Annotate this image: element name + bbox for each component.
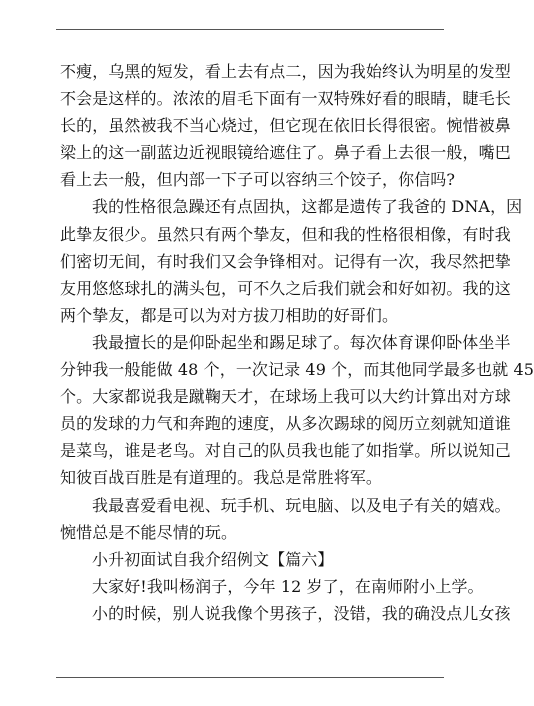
text-line: 我的性格很急躁还有点固执，这都是遗传了我爸的 DNA，因 bbox=[92, 197, 523, 217]
top-rule bbox=[56, 29, 444, 30]
text-line: 们密切无间，有时我们又会争锋相对。记得有一次，我尽然把挚 bbox=[60, 251, 511, 271]
text-line: 员的发球的力气和奔跑的速度，从多次踢球的阅历立刻就知道谁 bbox=[60, 414, 511, 434]
text-line: 分钟我一般能做 48 个，一次记录 49 个，而其他同学最多也就 45 bbox=[60, 360, 534, 380]
text-line: 知彼百战百胜是有道理的。我总是常胜将军。 bbox=[60, 468, 383, 488]
text-line: 小的时候，别人说我像个男孩子，没错，我的确没点儿女孩 bbox=[92, 603, 511, 623]
text-line: 小升初面试自我介绍例文【篇六】 bbox=[92, 549, 334, 569]
text-line: 此挚友很少。虽然只有两个挚友，但和我的性格很相像，有时我 bbox=[60, 224, 511, 244]
text-line: 大家好!我叫杨润子，今年 12 岁了，在南师附小上学。 bbox=[92, 576, 484, 596]
text-line: 看上去一般，但内部一下子可以容纳三个饺子，你信吗? bbox=[60, 170, 456, 190]
text-line: 不会是这样的。浓浓的眉毛下面有一双特殊好看的眼睛，睫毛长 bbox=[60, 89, 511, 109]
text-line: 长的，虽然被我不当心烧过，但它现在依旧长得很密。惋惜被鼻 bbox=[60, 116, 511, 136]
text-line: 我最擅长的是仰卧起坐和踢足球了。每次体育课仰卧体坐半 bbox=[92, 332, 511, 352]
text-line: 惋惜总是不能尽情的玩。 bbox=[60, 522, 238, 542]
text-line: 两个挚友，都是可以为对方拔刀相助的好哥们。 bbox=[60, 305, 399, 325]
text-line: 个。大家都说我是蹴鞠天才，在球场上我可以大约计算出对方球 bbox=[60, 387, 511, 407]
document-body bbox=[60, 58, 534, 627]
text-line: 是菜鸟，谁是老鸟。对自己的队员我也能了如指掌。所以说知己 bbox=[60, 441, 511, 461]
text-line: 不瘦，乌黑的短发，看上去有点二，因为我始终认为明星的发型 bbox=[60, 62, 511, 81]
text-line: 我最喜爱看电视、玩手机、玩电脑、以及电子有关的嬉戏。 bbox=[92, 495, 511, 515]
text-line: 梁上的这一副蓝边近视眼镜给遮住了。鼻子看上去很一般，嘴巴 bbox=[60, 143, 511, 163]
text-line: 友用悠悠球扎的满头包，可不久之后我们就会和好如初。我的这 bbox=[60, 278, 511, 298]
bottom-rule bbox=[56, 677, 444, 678]
